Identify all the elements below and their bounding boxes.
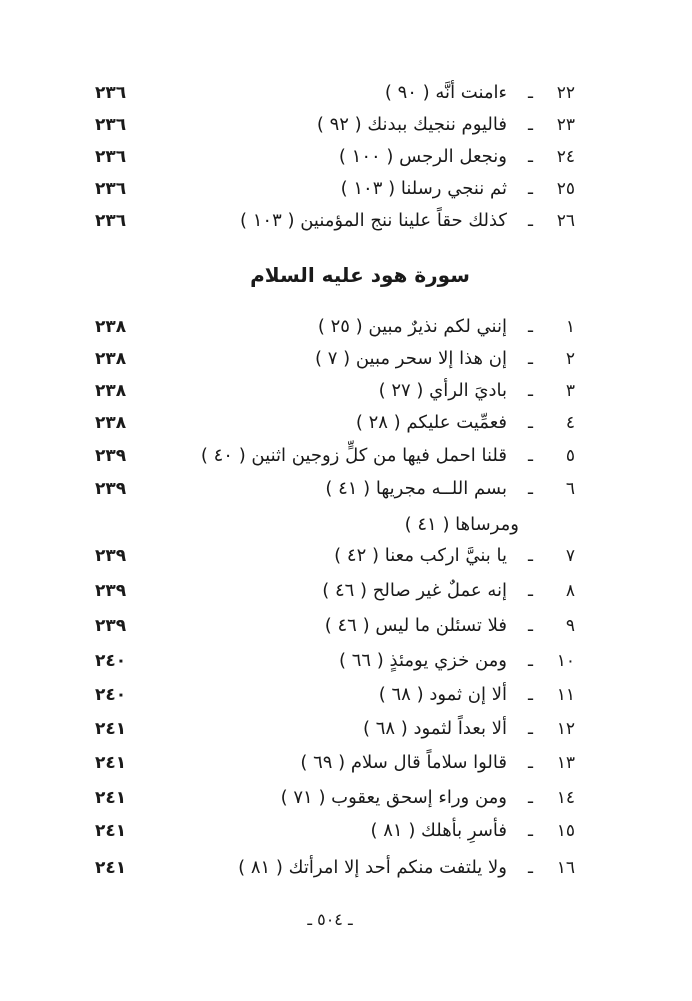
entry-number: ٨ bbox=[565, 581, 575, 601]
entry-page: ٢٣٨ bbox=[95, 381, 127, 401]
entry-page: ٢٤٠ bbox=[95, 685, 127, 705]
entry-text: إنني لكم نذيرٌ مبين ( ٢٥ ) bbox=[317, 316, 507, 337]
index-entry bbox=[95, 474, 575, 504]
entry-dash: ـ bbox=[528, 821, 533, 841]
entry-text: ونجعل الرجس ( ١٠٠ ) bbox=[338, 146, 507, 167]
entry-page: ٢٤١ bbox=[95, 753, 127, 773]
entry-dash: ـ bbox=[528, 317, 533, 337]
entry-page: ٢٤١ bbox=[95, 719, 127, 739]
entry-number: ٢٣ bbox=[556, 115, 575, 135]
entry-dash: ـ bbox=[528, 616, 533, 636]
entry-page: ٢٣٩ bbox=[95, 479, 127, 499]
entry-dash: ـ bbox=[528, 381, 533, 401]
entry-text: ءامنت أنَّه ( ٩٠ ) bbox=[384, 82, 507, 103]
index-entry bbox=[95, 576, 575, 606]
entry-number: ٢٦ bbox=[556, 211, 575, 231]
index-entry bbox=[95, 78, 575, 108]
entry-page: ٢٣٩ bbox=[95, 546, 127, 566]
entry-dash: ـ bbox=[528, 83, 533, 103]
entry-text: قالوا سلاماً قال سلام ( ٦٩ ) bbox=[300, 752, 507, 773]
entry-number: ١٥ bbox=[556, 821, 575, 841]
section-heading: سورة هود عليه السلام bbox=[250, 263, 470, 287]
entry-number: ٣ bbox=[565, 381, 575, 401]
index-entry bbox=[95, 853, 575, 883]
entry-dash: ـ bbox=[528, 147, 533, 167]
entry-page: ٢٣٦ bbox=[95, 83, 127, 103]
entry-page: ٢٣٩ bbox=[95, 616, 127, 636]
entry-number: ١٢ bbox=[556, 719, 575, 739]
entry-page: ٢٤١ bbox=[95, 788, 127, 808]
entry-dash: ـ bbox=[528, 581, 533, 601]
entry-page: ٢٣٨ bbox=[95, 413, 127, 433]
entry-text: فاليوم ننجيك ببدنك ( ٩٢ ) bbox=[316, 114, 507, 135]
entry-text: ومن خزي يومئذٍ ( ٦٦ ) bbox=[338, 650, 507, 671]
entry-page: ٢٣٦ bbox=[95, 115, 127, 135]
entry-number: ٢٥ bbox=[556, 179, 575, 199]
entry-page: ٢٣٨ bbox=[95, 317, 127, 337]
entry-text: كذلك حقاً علينا ننج المؤمنين ( ١٠٣ ) bbox=[239, 210, 507, 231]
entry-dash: ـ bbox=[528, 546, 533, 566]
entry-number: ٦ bbox=[565, 479, 575, 499]
index-entry bbox=[95, 646, 575, 676]
entry-text: ثم ننجي رسلنا ( ١٠٣ ) bbox=[340, 178, 507, 199]
index-entry bbox=[95, 441, 575, 471]
entry-number: ٢٢ bbox=[556, 83, 575, 103]
entry-page: ٢٣٦ bbox=[95, 179, 127, 199]
entry-text: فعمِّيت عليكم ( ٢٨ ) bbox=[355, 412, 507, 433]
entry-dash: ـ bbox=[528, 413, 533, 433]
index-entry bbox=[95, 611, 575, 641]
index-entry bbox=[95, 344, 575, 374]
entry-number: ١١ bbox=[556, 685, 575, 705]
entry-text: ألا إن ثمود ( ٦٨ ) bbox=[378, 684, 507, 705]
entry-number: ١٤ bbox=[556, 788, 575, 808]
index-entry-continuation bbox=[95, 510, 575, 540]
entry-page: ٢٣٩ bbox=[95, 581, 127, 601]
entry-number: ٢ bbox=[565, 349, 575, 369]
entry-dash: ـ bbox=[528, 211, 533, 231]
index-entry bbox=[95, 206, 575, 236]
entry-dash: ـ bbox=[528, 719, 533, 739]
entry-dash: ـ bbox=[528, 788, 533, 808]
entry-text: باديَ الرأي ( ٢٧ ) bbox=[378, 380, 507, 401]
entry-number: ٥ bbox=[565, 446, 575, 466]
entry-number: ١ bbox=[565, 317, 575, 337]
entry-number: ١٦ bbox=[556, 858, 575, 878]
entry-dash: ـ bbox=[528, 115, 533, 135]
entry-text: إن هذا إلا سحر مبين ( ٧ ) bbox=[314, 348, 507, 369]
index-entry bbox=[95, 748, 575, 778]
entry-dash: ـ bbox=[528, 753, 533, 773]
index-entry bbox=[95, 376, 575, 406]
index-entry bbox=[95, 680, 575, 710]
entry-text: يا بنيَّ اركب معنا ( ٤٢ ) bbox=[334, 545, 507, 566]
index-entry bbox=[95, 783, 575, 813]
entry-text: فأسرِ بأهلك ( ٨١ ) bbox=[370, 820, 507, 841]
entry-dash: ـ bbox=[528, 349, 533, 369]
entry-text: ومن وراء إسحق يعقوب ( ٧١ ) bbox=[280, 787, 507, 808]
page-number: ـ ٥٠٤ ـ bbox=[307, 910, 353, 929]
entry-number: ١٠ bbox=[556, 651, 575, 671]
entry-page: ٢٣٦ bbox=[95, 211, 127, 231]
index-entry bbox=[95, 174, 575, 204]
index-entry bbox=[95, 714, 575, 744]
entry-dash: ـ bbox=[528, 858, 533, 878]
entry-page: ٢٤١ bbox=[95, 821, 127, 841]
entry-text: ولا يلتفت منكم أحد إلا امرأتك ( ٨١ ) bbox=[238, 857, 507, 878]
entry-number: ٧ bbox=[565, 546, 575, 566]
entry-page: ٢٤٠ bbox=[95, 651, 127, 671]
entry-dash: ـ bbox=[528, 179, 533, 199]
entry-page: ٢٣٨ bbox=[95, 349, 127, 369]
entry-dash: ـ bbox=[528, 446, 533, 466]
entry-dash: ـ bbox=[528, 685, 533, 705]
index-entry bbox=[95, 142, 575, 172]
entry-dash: ـ bbox=[528, 651, 533, 671]
index-entry bbox=[95, 408, 575, 438]
index-entry bbox=[95, 816, 575, 846]
entry-text: ألا بعداً لثمود ( ٦٨ ) bbox=[362, 718, 507, 739]
entry-number: ٤ bbox=[565, 413, 575, 433]
entry-text: إنه عملٌ غير صالح ( ٤٦ ) bbox=[322, 580, 507, 601]
entry-page: ٢٣٦ bbox=[95, 147, 127, 167]
entry-dash: ـ bbox=[528, 479, 533, 499]
index-entry bbox=[95, 541, 575, 571]
entry-number: ٩ bbox=[565, 616, 575, 636]
entry-text: قلنا احمل فيها من كلٍّ زوجين اثنين ( ٤٠ ) bbox=[200, 445, 507, 466]
entry-number: ٢٤ bbox=[556, 147, 575, 167]
entry-text: بسم اللــه مجريها ( ٤١ ) bbox=[325, 478, 507, 499]
entry-page: ٢٤١ bbox=[95, 858, 127, 878]
index-entry bbox=[95, 110, 575, 140]
entry-text: ومرساها ( ٤١ ) bbox=[404, 514, 519, 535]
entry-page: ٢٣٩ bbox=[95, 446, 127, 466]
entry-number: ١٣ bbox=[556, 753, 575, 773]
index-entry bbox=[95, 312, 575, 342]
entry-text: فلا تسئلن ما ليس ( ٤٦ ) bbox=[324, 615, 507, 636]
